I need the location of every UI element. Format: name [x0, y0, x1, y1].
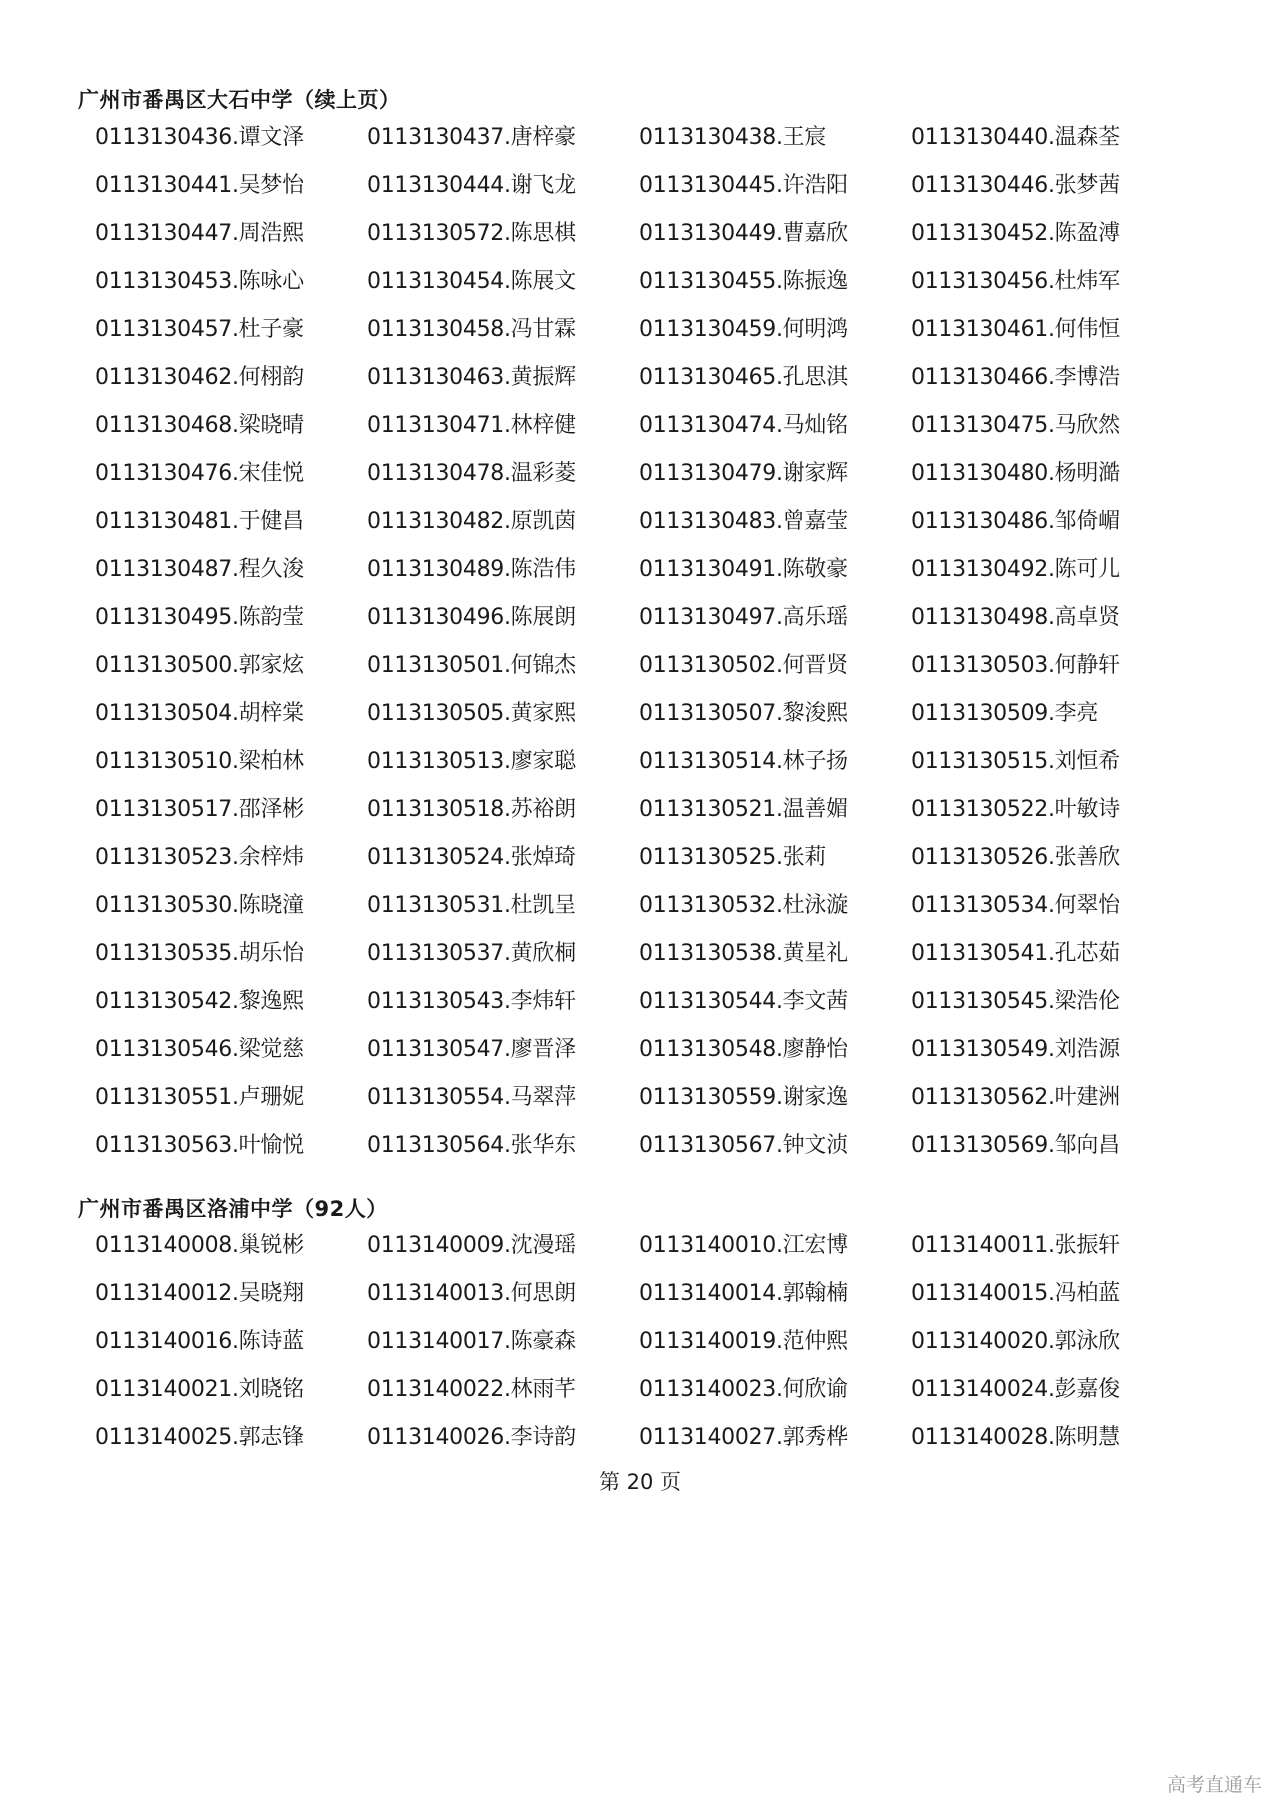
list-item: 0113130541.孔芯茹: [911, 941, 1120, 966]
list-item: 0113140026.李诗韵: [367, 1425, 576, 1450]
list-item: 0113130543.李炜轩: [367, 989, 576, 1014]
list-item: 0113140022.林雨芊: [367, 1377, 576, 1402]
list-item: 0113130478.温彩菱: [367, 461, 576, 486]
list-item: 0113130517.邵泽彬: [95, 797, 304, 822]
list-item: 0113140028.陈明慧: [911, 1425, 1120, 1450]
page-number: 第 20 页: [598, 1470, 682, 1494]
list-item: 0113130563.叶愉悦: [95, 1133, 304, 1158]
list-item: 0113130454.陈展文: [367, 269, 576, 294]
list-item: 0113130440.温森荃: [911, 125, 1120, 150]
list-item: 0113140027.郭秀桦: [639, 1425, 848, 1450]
list-item: 0113140010.江宏博: [639, 1233, 848, 1258]
list-item: 0113130474.马灿铭: [639, 413, 848, 438]
list-item: 0113140017.陈豪森: [367, 1329, 576, 1354]
list-item: 0113130521.温善媚: [639, 797, 848, 822]
list-item: 0113130483.曾嘉莹: [639, 509, 848, 534]
list-item: 0113130502.何晋贤: [639, 653, 848, 678]
list-item: 0113130547.廖晋泽: [367, 1037, 576, 1062]
list-item: 0113130463.黄振辉: [367, 365, 576, 390]
list-item: 0113130491.陈敬豪: [639, 557, 848, 582]
list-item: 0113130437.唐梓豪: [367, 125, 576, 150]
list-item: 0113140011.张振轩: [911, 1233, 1120, 1258]
list-item: 0113130453.陈咏心: [95, 269, 304, 294]
list-item: 0113130446.张梦茜: [911, 173, 1120, 198]
list-item: 0113130507.黎浚熙: [639, 701, 848, 726]
list-item: 0113140013.何思朗: [367, 1281, 576, 1306]
list-item: 0113130503.何静轩: [911, 653, 1120, 678]
student-list-dashi: [95, 124, 1183, 1180]
list-item: 0113130481.于健昌: [95, 509, 304, 534]
list-item: 0113130538.黄星礼: [639, 941, 848, 966]
list-item: 0113130497.高乐瑶: [639, 605, 848, 630]
list-item: 0113130436.谭文泽: [95, 125, 304, 150]
list-item: 0113140023.何欣谕: [639, 1377, 848, 1402]
list-item: 0113140024.彭嘉俊: [911, 1377, 1120, 1402]
list-item: 0113130444.谢飞龙: [367, 173, 576, 198]
list-item: 0113130544.李文茜: [639, 989, 848, 1014]
list-item: 0113130532.杜泳漩: [639, 893, 848, 918]
list-item: 0113130548.廖静怡: [639, 1037, 848, 1062]
list-item: 0113140015.冯柏蓝: [911, 1281, 1120, 1306]
list-item: 0113140020.郭泳欣: [911, 1329, 1120, 1354]
list-item: 0113130504.胡梓棠: [95, 701, 304, 726]
list-item: 0113130500.郭家炫: [95, 653, 304, 678]
list-item: 0113130475.马欣然: [911, 413, 1120, 438]
list-item: 0113130567.钟文浈: [639, 1133, 848, 1158]
list-item: 0113130515.刘恒希: [911, 749, 1120, 774]
list-item: 0113130462.何栩韵: [95, 365, 304, 390]
list-item: 0113130551.卢珊妮: [95, 1085, 304, 1110]
list-item: 0113130514.林子扬: [639, 749, 848, 774]
list-item: 0113140009.沈漫瑶: [367, 1233, 576, 1258]
list-item: 0113130510.梁柏林: [95, 749, 304, 774]
list-item: 0113130482.原凯茵: [367, 509, 576, 534]
list-item: 0113130549.刘浩源: [911, 1037, 1120, 1062]
list-item: 0113140019.范仲熙: [639, 1329, 848, 1354]
list-item: 0113130487.程久浚: [95, 557, 304, 582]
list-item: 0113130489.陈浩伟: [367, 557, 576, 582]
section-title-luopu: 广州市番禺区洛浦中学（92人）: [78, 1197, 388, 1221]
list-item: 0113130457.杜子豪: [95, 317, 304, 342]
list-item: 0113130479.谢家辉: [639, 461, 848, 486]
list-item: 0113130569.邹向昌: [911, 1133, 1120, 1158]
list-item: 0113130447.周浩熙: [95, 221, 304, 246]
list-item: 0113130495.陈韵莹: [95, 605, 304, 630]
list-item: 0113140012.吴晓翔: [95, 1281, 304, 1306]
student-list-luopu: [95, 1232, 1183, 1472]
list-item: 0113130505.黄家熙: [367, 701, 576, 726]
list-item: 0113130496.陈展朗: [367, 605, 576, 630]
list-item: 0113130509.李亮: [911, 701, 1099, 726]
list-item: 0113130468.梁晓晴: [95, 413, 304, 438]
list-item: 0113130449.曹嘉欣: [639, 221, 848, 246]
list-item: 0113130492.陈可儿: [911, 557, 1120, 582]
list-item: 0113130476.宋佳悦: [95, 461, 304, 486]
list-item: 0113130526.张善欣: [911, 845, 1120, 870]
list-item: 0113130545.梁浩伦: [911, 989, 1120, 1014]
list-item: 0113130486.邹倚嵋: [911, 509, 1120, 534]
list-item: 0113130522.叶敏诗: [911, 797, 1120, 822]
section-title-dashi: 广州市番禺区大石中学（续上页）: [78, 88, 401, 112]
list-item: 0113130524.张焯琦: [367, 845, 576, 870]
list-item: 0113130452.陈盈溥: [911, 221, 1120, 246]
list-item: 0113140008.巢锐彬: [95, 1233, 304, 1258]
list-item: 0113130459.何明鸿: [639, 317, 848, 342]
list-item: 0113130542.黎逸熙: [95, 989, 304, 1014]
list-item: 0113140025.郭志锋: [95, 1425, 304, 1450]
list-item: 0113130498.高卓贤: [911, 605, 1120, 630]
list-item: 0113130445.许浩阳: [639, 173, 848, 198]
list-item: 0113130537.黄欣桐: [367, 941, 576, 966]
list-item: 0113130523.余梓炜: [95, 845, 304, 870]
list-item: 0113130559.谢家逸: [639, 1085, 848, 1110]
list-item: 0113130562.叶建洲: [911, 1085, 1120, 1110]
list-item: 0113130530.陈晓潼: [95, 893, 304, 918]
list-item: 0113130564.张华东: [367, 1133, 576, 1158]
list-item: 0113130534.何翠怡: [911, 893, 1120, 918]
list-item: 0113130471.林梓健: [367, 413, 576, 438]
list-item: 0113130480.杨明澔: [911, 461, 1120, 486]
list-item: 0113130531.杜凯呈: [367, 893, 576, 918]
list-item: 0113130572.陈思棋: [367, 221, 576, 246]
watermark: 高考直通车: [1166, 1774, 1262, 1796]
list-item: 0113130546.梁觉慈: [95, 1037, 304, 1062]
list-item: 0113130441.吴梦怡: [95, 173, 304, 198]
list-item: 0113130465.孔思淇: [639, 365, 848, 390]
list-item: 0113140014.郭翰楠: [639, 1281, 848, 1306]
list-item: 0113130438.王宸: [639, 125, 827, 150]
list-item: 0113130513.廖家聪: [367, 749, 576, 774]
list-item: 0113130466.李博浩: [911, 365, 1120, 390]
list-item: 0113130518.苏裕朗: [367, 797, 576, 822]
list-item: 0113140021.刘晓铭: [95, 1377, 304, 1402]
list-item: 0113130525.张莉: [639, 845, 827, 870]
list-item: 0113130458.冯甘霖: [367, 317, 576, 342]
list-item: 0113130501.何锦杰: [367, 653, 576, 678]
list-item: 0113130455.陈振逸: [639, 269, 848, 294]
list-item: 0113130461.何伟恒: [911, 317, 1120, 342]
list-item: 0113130554.马翠萍: [367, 1085, 576, 1110]
list-item: 0113140016.陈诗蓝: [95, 1329, 304, 1354]
list-item: 0113130456.杜炜军: [911, 269, 1120, 294]
list-item: 0113130535.胡乐怡: [95, 941, 304, 966]
